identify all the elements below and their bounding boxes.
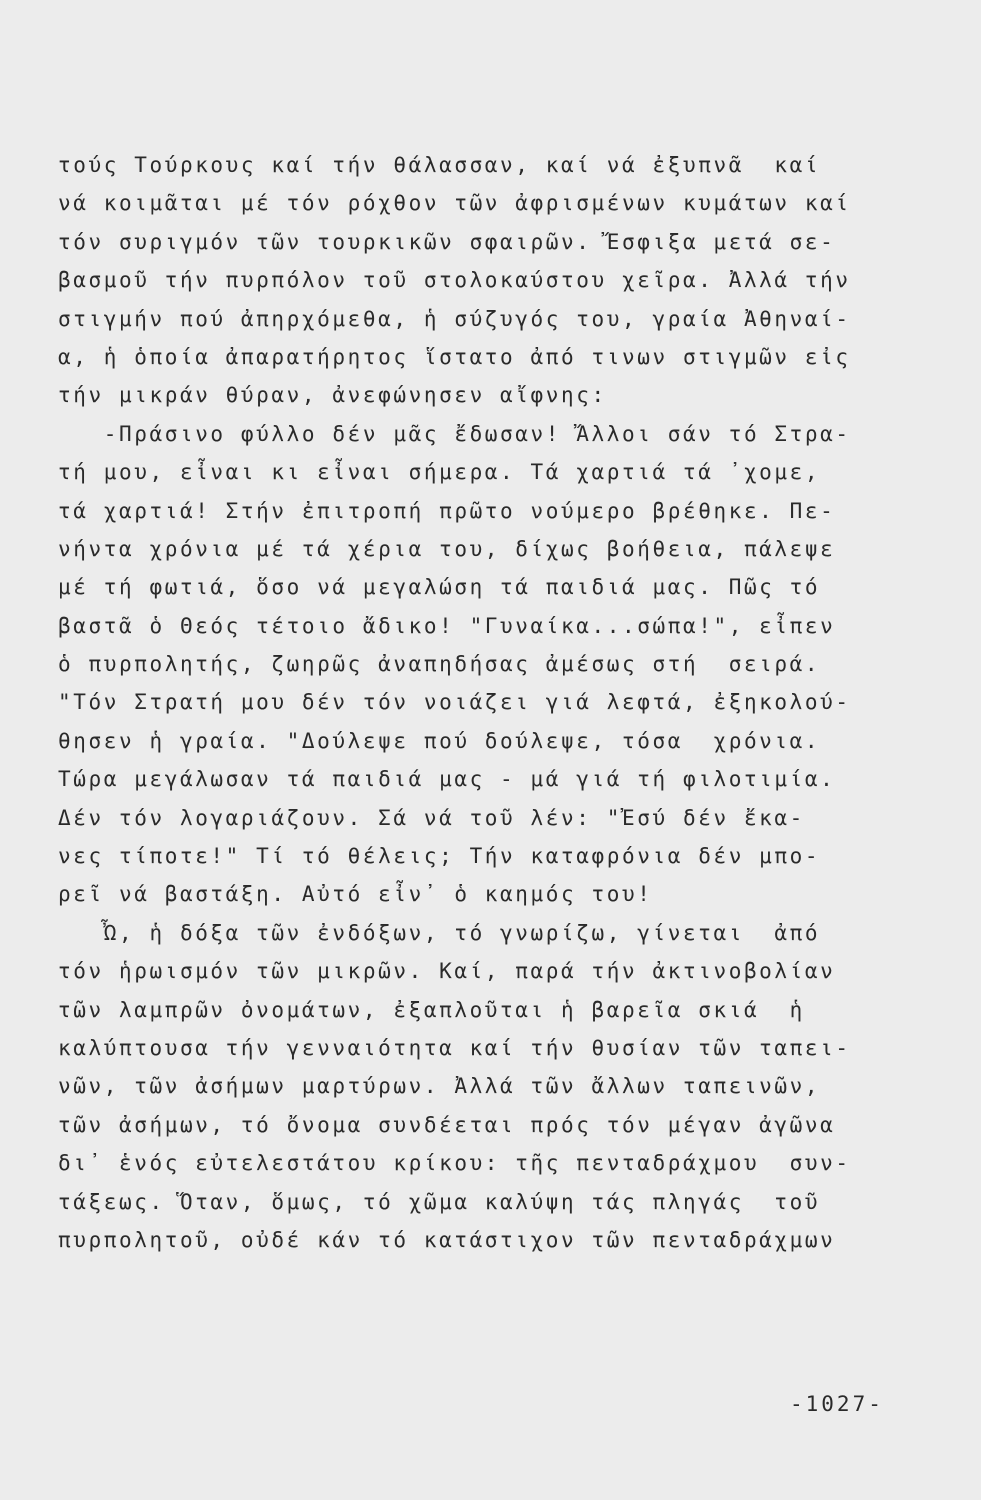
body-text — [58, 146, 938, 1259]
text-line: Δέν τόν λογαριάζουν. Σά νά τοῦ λέν: "Ἐσύ δέν ἔκα- — [58, 805, 805, 830]
text-line: θησεν ἡ γραία. "Δούλεψε πού δούλεψε, τόσα χρόνια. — [58, 728, 821, 753]
text-line: ρεῖ νά βαστάξη. Αὐτό εἶν᾽ ὁ καημός του! — [58, 882, 653, 907]
text-line: πυρπολητοῦ, οὐδέ κάν τό κατάστιχον τῶν πενταδράχμων — [58, 1227, 836, 1252]
text-line: νήντα χρόνια μέ τά χέρια του, δίχως βοήθεια, πάλεψε — [58, 536, 836, 561]
text-line: τῶν ἀσήμων, τό ὄνομα συνδέεται πρός τόν μέγαν ἀγῶνα — [58, 1112, 836, 1137]
text-line: βασμοῦ τήν πυρπόλον τοῦ στολοκαύστου χεῖρα. Ἀλλά τήν — [58, 268, 851, 293]
text-line: τήν μικράν θύραν, ἀνεφώνησεν αἴφνης: — [58, 383, 607, 408]
text-line: καλύπτουσα τήν γενναιότητα καί τήν θυσίαν τῶν ταπει- — [58, 1035, 851, 1060]
text-line: "Τόν Στρατή μου δέν τόν νοιάζει γιά λεφτά, ἐξηκολού- — [58, 690, 851, 715]
text-line: δι᾽ ἑνός εὐτελεστάτου κρίκου: τῆς πενταδράχμου συν- — [58, 1151, 851, 1176]
text-line: α, ἡ ὁποία ἀπαρατήρητος ἵστατο ἀπό τινων στιγμῶν εἰς — [58, 344, 851, 369]
text-line: Τώρα μεγάλωσαν τά παιδιά μας - μά γιά τή φιλοτιμία. — [58, 767, 836, 792]
text-line: τάξεως. Ὅταν, ὅμως, τό χῶμα καλύψη τάς πληγάς τοῦ — [58, 1189, 821, 1214]
text-line: νες τίποτε!" Τί τό θέλεις; Τήν καταφρόνια δέν μπο- — [58, 844, 821, 869]
text-line: μέ τή φωτιά, ὅσο νά μεγαλώση τά παιδιά μας. Πῶς τό — [58, 575, 821, 600]
text-line: τή μου, εἶναι κι εἶναι σήμερα. Τά χαρτιά τά ᾽χομε, — [58, 460, 821, 485]
text-line: νῶν, τῶν ἀσήμων μαρτύρων. Ἀλλά τῶν ἄλλων ταπεινῶν, — [58, 1074, 821, 1099]
text-line: τούς Τούρκους καί τήν θάλασσαν, καί νά ἐξυπνᾶ καί — [58, 153, 821, 177]
page-number: -1027- — [790, 1392, 884, 1416]
text-line: ὁ πυρπολητής, ζωηρῶς ἀναπηδήσας ἀμέσως στή σειρά. — [58, 652, 821, 677]
text-line: στιγμήν πού ἀπηρχόμεθα, ἡ σύζυγός του, γραία Ἀθηναί- — [58, 306, 851, 331]
text-line: τόν ἡρωισμόν τῶν μικρῶν. Καί, παρά τήν ἀκτινοβολίαν — [58, 959, 836, 984]
text-line: τά χαρτιά! Στήν ἐπιτροπή πρῶτο νούμερο βρέθηκε. Πε- — [58, 498, 836, 523]
text-line: Ὦ, ἡ δόξα τῶν ἐνδόξων, τό γνωρίζω, γίνεται ἀπό — [58, 920, 821, 945]
text-line: τῶν λαμπρῶν ὀνομάτων, ἐξαπλοῦται ἡ βαρεῖα σκιά ἡ — [58, 997, 805, 1022]
text-line: -Πράσινο φύλλο δέν μᾶς ἔδωσαν! Ἄλλοι σάν τό Στρα- — [58, 421, 851, 446]
text-line: βαστᾶ ὁ Θεός τέτοιο ἄδικο! "Γυναίκα...σώπα!", εἶπεν — [58, 613, 836, 638]
text-line: νά κοιμᾶται μέ τόν ρόχθον τῶν ἀφρισμένων κυμάτων καί — [58, 191, 851, 216]
text-line: τόν συριγμόν τῶν τουρκικῶν σφαιρῶν. Ἔσφιξα μετά σε- — [58, 229, 836, 254]
